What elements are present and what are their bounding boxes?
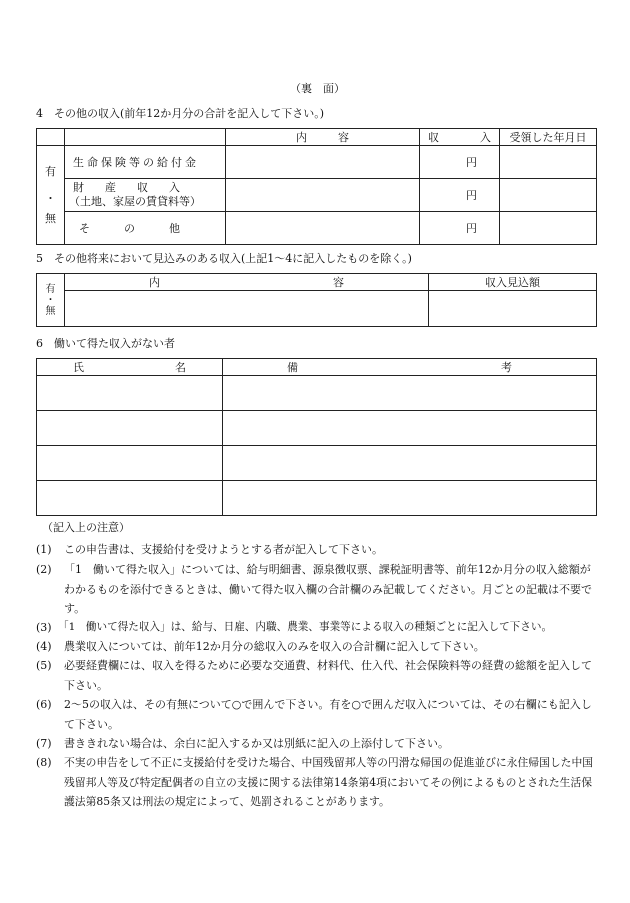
header-char: 内 (296, 131, 307, 144)
header-char: 容 (333, 276, 344, 289)
yes-label[interactable]: 有 (45, 283, 56, 295)
section6-title: 6 働いて得た収入がない者 (36, 337, 175, 350)
name-field[interactable] (37, 446, 223, 481)
income-field[interactable] (420, 212, 500, 245)
section4-header-received: 受領した年月日 (500, 129, 597, 146)
note-number: (3) (36, 621, 52, 634)
section4-header-content (226, 129, 420, 146)
table-row (37, 376, 597, 411)
yen-unit: 円 (466, 156, 477, 169)
note-number: (2) (36, 563, 52, 576)
note-number: (7) (36, 737, 52, 750)
name-field[interactable] (37, 411, 223, 446)
note-text: 「1 働いて得た収入」は、給与、日雇、内職、農業、事業等による収入の種類ごとに記入して下さい。 (58, 621, 553, 633)
row-label-text: 生命保険等の給付金 (73, 156, 199, 169)
table-row (37, 411, 597, 446)
row-label-sub: （土地、家屋の賃貸料等） (69, 195, 201, 208)
note-number: (5) (36, 659, 52, 672)
row-label-text: そ の 他 (79, 222, 184, 235)
section6-table (36, 358, 597, 516)
note-number: (1) (36, 543, 52, 556)
table-row (37, 446, 597, 481)
note-text: 不実の申告をして不正に支援給付を受けた場合、中国残留邦人等の円滑な帰国の促進並びに永住帰国した中国残留邦人等及び特定配偶者の自立の支援に関する法律第14条第4項においてその例によるものとされた生活保護法第85条又は刑法の規定によって、処罰されることがあります。 (64, 756, 594, 808)
received-date-field[interactable] (500, 146, 597, 179)
no-label[interactable]: 無 (45, 211, 56, 225)
name-field[interactable] (37, 376, 223, 411)
note-item (36, 753, 596, 813)
no-label[interactable]: 無 (45, 305, 56, 317)
header-char: 収 (428, 131, 439, 144)
received-date-field[interactable] (500, 179, 597, 212)
row-label-text: 財 産 収 入 (73, 181, 185, 194)
section6-header-name (37, 359, 223, 376)
remarks-field[interactable] (223, 446, 597, 481)
content-field[interactable] (226, 146, 420, 179)
expected-content-field[interactable] (65, 291, 429, 327)
yen-unit: 円 (466, 189, 477, 202)
table-row (37, 481, 597, 516)
note-text: 農業収入については、前年12か月分の総収入のみを収入の合計欄に記入して下さい。 (64, 640, 485, 653)
section5-header-content (65, 274, 429, 291)
received-date-field[interactable] (500, 212, 597, 245)
section5-header-expected: 収入見込額 (429, 274, 597, 291)
yes-label[interactable]: 有 (45, 165, 56, 179)
note-item (36, 540, 596, 560)
note-number: (8) (36, 756, 52, 769)
section5-yes-no-selector[interactable] (37, 274, 65, 327)
page-side-label: （裏 面） (290, 82, 345, 95)
row-label-life-insurance (65, 146, 226, 179)
header-char: 名 (175, 361, 186, 374)
section4-header-income (420, 129, 500, 146)
content-field[interactable] (226, 179, 420, 212)
note-text: 「1 働いて得た収入」については、給与明細書、源泉徴収票、課税証明書等、前年12か月分の収入総額がわかるものを添付できるときは、働いて得た収入欄の合計欄のみ記載してください。月ごとの記載は不要です。 (64, 563, 592, 615)
note-item (36, 656, 596, 696)
dot-separator: ・ (45, 294, 56, 306)
section4-title: 4 その他の収入(前年12か月分の合計を記入して下さい。) (36, 107, 325, 120)
section6-header-remarks (223, 359, 597, 376)
header-char: 内 (149, 276, 160, 289)
remarks-field[interactable] (223, 411, 597, 446)
section4-yes-no-selector[interactable] (37, 146, 65, 245)
header-char: 入 (480, 131, 491, 144)
note-item (36, 560, 596, 620)
note-item (36, 734, 596, 754)
header-char: 備 (287, 361, 298, 374)
remarks-field[interactable] (223, 376, 597, 411)
yen-unit: 円 (466, 222, 477, 235)
note-text: 書ききれない場合は、余白に記入するか又は別紙に記入の上添付して下さい。 (64, 737, 449, 750)
content-field[interactable] (226, 212, 420, 245)
note-item (36, 637, 596, 657)
note-item (36, 618, 596, 638)
header-char: 氏 (73, 361, 84, 374)
header-char: 考 (501, 361, 512, 374)
note-number: (6) (36, 698, 52, 711)
note-text: この申告書は、支援給付を受けようとする者が記入して下さい。 (64, 543, 383, 556)
section5-table (36, 273, 597, 327)
income-field[interactable] (420, 179, 500, 212)
note-item (36, 695, 596, 735)
name-field[interactable] (37, 481, 223, 516)
notes-heading: （記入上の注意） (42, 521, 130, 534)
remarks-field[interactable] (223, 481, 597, 516)
income-field[interactable] (420, 146, 500, 179)
row-label-other (65, 212, 226, 245)
note-number: (4) (36, 640, 52, 653)
section4-blank-header (65, 129, 226, 146)
section4-table (36, 128, 597, 245)
section5-title: 5 その他将来において見込みのある収入(上記1〜4に記入したものを除く。) (36, 252, 412, 265)
note-text: 2〜5の収入は、その有無について○で囲んで下さい。有を○で囲んだ収入については、その右欄にも記入して下さい。 (64, 698, 592, 731)
expected-amount-field[interactable] (429, 291, 597, 327)
dot-separator: ・ (45, 192, 56, 206)
section4-corner-cell (37, 129, 65, 146)
row-label-property-income (65, 179, 226, 212)
note-text: 必要経費欄には、収入を得るために必要な交通費、材料代、仕入代、社会保険料等の経費の総額を記入して下さい。 (64, 659, 592, 692)
header-char: 容 (338, 131, 349, 144)
